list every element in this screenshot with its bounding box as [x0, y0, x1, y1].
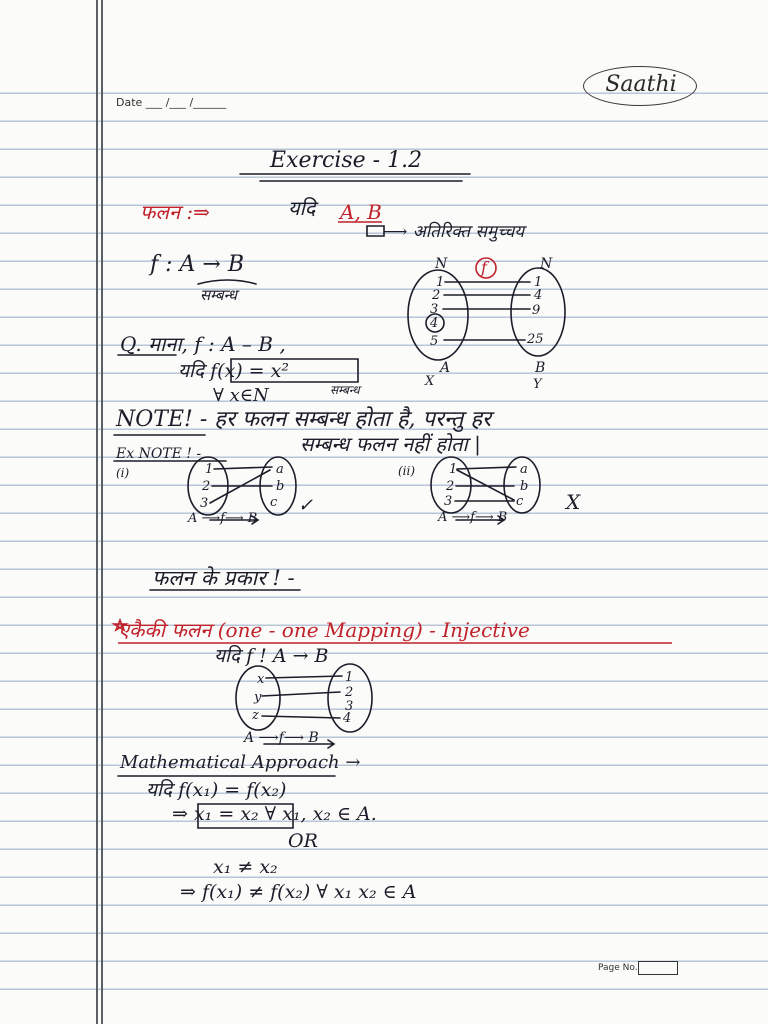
d3-arrows	[455, 467, 516, 501]
d3-label: A ⟶f⟶ B	[438, 510, 508, 525]
question-line-3: ∀ x∈N	[213, 385, 269, 406]
d2-bottom-arrow	[210, 516, 258, 524]
d3-right-a: a	[520, 462, 528, 477]
exercise-heading: Exercise - 1.2	[270, 148, 423, 173]
types-heading: फलन के प्रकार ! -	[152, 566, 295, 590]
d3-right-c: c	[516, 494, 524, 509]
d1-center-f: f	[481, 258, 487, 277]
d1-right-1: 1	[534, 275, 543, 290]
d3-left-1: 1	[449, 462, 458, 477]
d4-label: A ⟶f⟶ B	[244, 730, 319, 746]
note-line-2: सम्बन्ध फलन नहीं होता |	[300, 432, 481, 456]
falan-note: ⟶ अतिरिक्त समुच्चय	[383, 222, 525, 242]
d1-label-y: Y	[533, 377, 542, 392]
d2-label: A ⟶f⟶ B	[188, 511, 258, 526]
d3-bottom-arrow	[456, 516, 504, 524]
d4-oval-left	[236, 666, 280, 730]
falan-label: फलन :⇒	[140, 200, 210, 224]
brand-name: Saathi	[605, 72, 677, 97]
note-line-1: NOTE! - हर फलन सम्बन्ध होता है, परन्तु हर	[116, 407, 491, 432]
d3-mark: X	[566, 490, 581, 514]
math-line-5: x₁ ≠ x₂	[213, 856, 278, 878]
d4-left-x: x	[257, 672, 265, 687]
d4-oval-right	[328, 664, 372, 732]
question-line-2: यदि f(x) = x²	[178, 360, 289, 382]
d4-right-4: 4	[343, 711, 352, 726]
d3-index: (ii)	[398, 464, 416, 478]
d2-right-c: c	[270, 495, 278, 510]
d1-left-title: N	[435, 256, 448, 272]
falan-yadi: यदि	[288, 196, 316, 220]
d1-left-1: 1	[436, 275, 445, 290]
d1-label-x: X	[425, 374, 435, 389]
d1-left-5: 5	[430, 334, 439, 349]
d1-left-4: 4	[430, 316, 439, 331]
d2-right-a: a	[276, 462, 284, 477]
page-number-label: Page No.	[598, 963, 638, 973]
math-line-4: OR	[288, 830, 318, 852]
d3-right-b: b	[520, 479, 529, 494]
d4-right-3: 3	[345, 699, 354, 714]
d1-right-25: 25	[527, 332, 544, 347]
d1-circle-4	[426, 314, 444, 332]
d1-left-2: 2	[432, 288, 441, 303]
d2-left-3: 3	[200, 496, 209, 511]
d1-label-a: A	[440, 360, 451, 376]
d4-right-2: 2	[345, 685, 354, 700]
d2-mark: ✓	[298, 495, 314, 516]
falan-sets: A, B	[340, 200, 382, 224]
d3-oval-left	[431, 457, 471, 513]
d3-oval-right	[504, 457, 540, 513]
d1-label-b: B	[535, 360, 546, 376]
ex-note-label: Ex NOTE ! -	[116, 446, 202, 462]
d4-left-z: z	[252, 708, 259, 723]
d4-bottom-arrow	[264, 740, 334, 748]
d2-index: (i)	[116, 466, 130, 480]
d1-left-3: 3	[430, 302, 439, 317]
f-underline	[198, 280, 256, 284]
star-icon	[114, 620, 126, 630]
math-line-2: यदि f(x₁) = f(x₂)	[146, 779, 287, 801]
d1-circle-f	[476, 258, 496, 278]
one-one-heading: एकैकी फलन (one - one Mapping) - Injective	[118, 618, 530, 642]
d2-left-2: 2	[202, 479, 211, 494]
math-line-1: Mathematical Approach →	[120, 752, 361, 773]
math-line-3: ⇒ x₁ = x₂ ∀ x₁, x₂ ∈ A.	[172, 803, 377, 825]
sets-box	[367, 226, 384, 236]
heading-underline	[240, 174, 470, 181]
question-line-1: Q. माना, f : A – B ,	[120, 332, 286, 356]
d1-arrows	[443, 282, 530, 340]
d4-right-1: 1	[345, 670, 354, 685]
math-line-6: ⇒ f(x₁) ≠ f(x₂) ∀ x₁ x₂ ∈ A	[180, 881, 417, 903]
f-mapping: f : A → B	[150, 252, 245, 277]
question-box	[231, 359, 358, 382]
d1-right-4: 4	[534, 288, 543, 303]
question-side: सम्बन्ध	[330, 383, 360, 397]
d3-left-2: 2	[446, 479, 455, 494]
sambandh-label: सम्बन्ध	[200, 286, 237, 304]
math-result-box	[198, 804, 293, 828]
one-one-yadi: यदि f ! A → B	[214, 645, 329, 667]
d2-left-1: 1	[205, 462, 214, 477]
d1-right-title: N	[540, 256, 553, 272]
d4-left-y: y	[254, 690, 262, 705]
date-label: Date ___ /___ /______	[116, 96, 227, 109]
d1-right-9: 9	[532, 303, 541, 318]
d3-left-3: 3	[444, 494, 453, 509]
d2-right-b: b	[276, 479, 285, 494]
